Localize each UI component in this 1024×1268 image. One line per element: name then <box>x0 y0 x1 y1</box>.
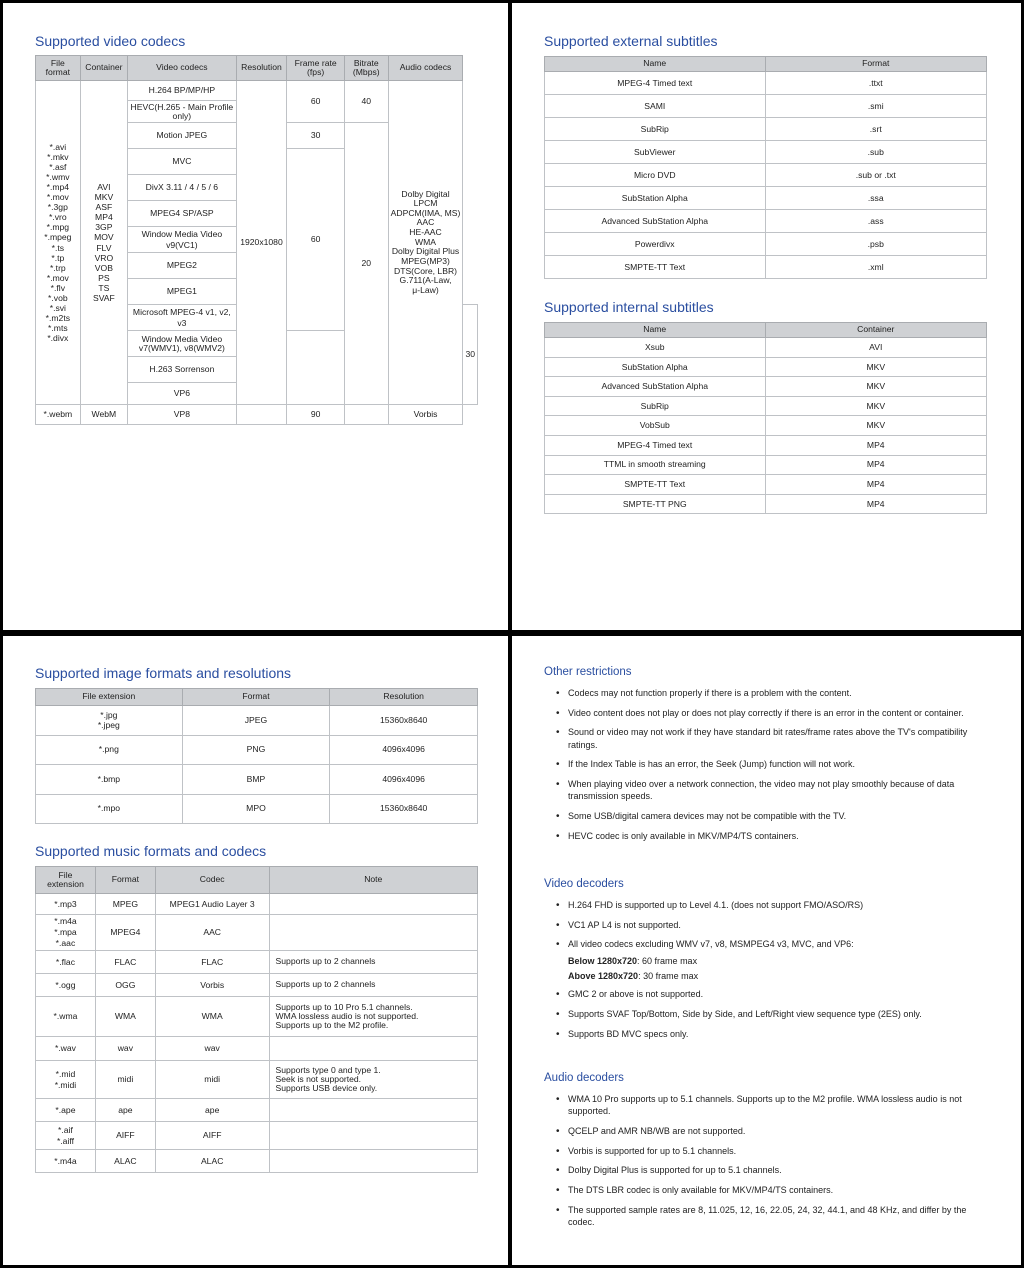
file-extension-cell: *.ape <box>36 1099 96 1122</box>
video-codec-cell: MVC <box>128 149 237 175</box>
file-extension-cell: *.aif *.aiff <box>36 1122 96 1150</box>
video-fps-cell: 30 <box>287 123 345 149</box>
webm-codec-cell: VP8 <box>128 405 237 425</box>
format-cell: JPEG <box>182 706 330 736</box>
codec-cell: MPEG1 Audio Layer 3 <box>155 894 269 915</box>
music-formats-table <box>35 866 478 1173</box>
music-header-file-extension: File extension <box>36 867 96 894</box>
table-row <box>36 1037 478 1061</box>
container-cell: MP4 <box>765 494 987 514</box>
table-row <box>545 233 987 256</box>
page-restrictions <box>512 636 1021 1265</box>
note-cell <box>269 1037 477 1061</box>
container-cell: AVI <box>765 338 987 358</box>
video-codec-cell: MPEG4 SP/ASP <box>128 201 237 227</box>
image-header-file-extension: File extension <box>36 689 183 706</box>
below-720-label: Below 1280x720 <box>568 956 638 967</box>
file-extension-cell: *.wma <box>36 997 96 1037</box>
video-fps-cell: 30 <box>463 305 478 405</box>
container-cell: MKV <box>765 377 987 397</box>
table-row <box>545 187 987 210</box>
ext-header-format: Format <box>765 57 986 72</box>
image-formats-table <box>35 688 478 824</box>
format-cell: .sub or .txt <box>765 164 986 187</box>
codec-cell: AAC <box>155 915 269 951</box>
container-cell: MKV <box>765 357 987 377</box>
table-row <box>545 377 987 397</box>
webm-resolution-cell <box>236 405 287 425</box>
video-decoders-list <box>554 899 984 951</box>
format-cell: MPEG4 <box>95 915 155 951</box>
name-cell: MPEG-4 Timed text <box>545 435 766 455</box>
name-cell: Xsub <box>545 338 766 358</box>
file-extension-cell: *.mpo <box>36 794 183 824</box>
container-cell: MKV <box>765 416 987 436</box>
table-row <box>545 475 987 495</box>
name-cell: TTML in smooth streaming <box>545 455 766 475</box>
webm-format-cell: *.webm <box>36 405 81 425</box>
image-header-resolution: Resolution <box>330 689 478 706</box>
container-cell: MP4 <box>765 455 987 475</box>
page-image-music <box>3 636 508 1265</box>
resolution-cell: 15360x8640 <box>330 794 478 824</box>
table-row <box>545 396 987 416</box>
name-cell: SMPTE-TT Text <box>545 256 766 279</box>
container-cell: MKV <box>765 396 987 416</box>
music-formats-title: Supported music formats and codecs <box>35 843 267 859</box>
video-fps-cell: 60 <box>287 81 345 123</box>
ext-header-name: Name <box>545 57 766 72</box>
codec-cell: AIFF <box>155 1122 269 1150</box>
container-cell: MP4 <box>765 435 987 455</box>
table-row <box>36 735 478 765</box>
video-codec-cell: Window Media Video v9(VC1) <box>128 227 237 253</box>
image-formats-title: Supported image formats and resolutions <box>35 665 292 681</box>
file-extension-cell: *.jpg *.jpeg <box>36 706 183 736</box>
video-header-container: Container <box>80 56 127 81</box>
video-decoders-title: Video decoders <box>544 878 624 890</box>
video-resolution-cell: 1920x1080 <box>236 81 287 405</box>
image-header-format: Format <box>182 689 330 706</box>
page-video-codecs <box>3 3 508 630</box>
above-720-value: : 30 frame max <box>638 971 699 982</box>
name-cell: SubStation Alpha <box>545 357 766 377</box>
list-item: • GMC 2 or above is not supported. <box>554 988 984 1000</box>
audio-decoders-list <box>554 1093 984 1236</box>
table-row <box>36 405 478 425</box>
format-cell: AIFF <box>95 1122 155 1150</box>
list-item: • WMA 10 Pro supports up to 5.1 channels. Supports up to the M2 profile. WMA lossless audio is not supported. <box>554 1093 984 1117</box>
codec-cell: FLAC <box>155 951 269 974</box>
video-codec-cell: VP6 <box>128 383 237 405</box>
table-row <box>36 1061 478 1099</box>
int-header-name: Name <box>545 323 766 338</box>
ext-header-row <box>545 57 987 72</box>
table-row <box>36 1099 478 1122</box>
container-cell: MP4 <box>765 475 987 495</box>
video-audio-codecs-cell: Dolby Digital LPCM ADPCM(IMA, MS) AAC HE-AAC WMA Dolby Digital Plus MPEG(MP3) DTS(Core, LBR) G.711(A-Law, μ-Law) <box>388 81 463 405</box>
list-item: • Supports SVAF Top/Bottom, Side by Side, and Left/Right view sequence type (2ES) only. <box>554 1008 984 1020</box>
image-header-row <box>36 689 478 706</box>
internal-subtitles-title: Supported internal subtitles <box>544 299 714 315</box>
table-row <box>36 894 478 915</box>
list-item: • If the Index Table is has an error, the Seek (Jump) function will not work. <box>554 758 984 770</box>
name-cell: VobSub <box>545 416 766 436</box>
music-header-format: Format <box>95 867 155 894</box>
file-extension-cell: *.png <box>36 735 183 765</box>
list-item: • Some USB/digital camera devices may not be compatible with the TV. <box>554 810 984 822</box>
video-codec-cell: Microsoft MPEG-4 v1, v2, v3 <box>128 305 237 331</box>
table-row <box>545 338 987 358</box>
video-header-resolution: Resolution <box>236 56 287 81</box>
video-header-frame-rate: Frame rate (fps) <box>287 56 345 81</box>
video-header-row <box>36 56 478 81</box>
name-cell: Advanced SubStation Alpha <box>545 377 766 397</box>
list-item: • Codecs may not function properly if there is a problem with the content. <box>554 687 984 699</box>
video-bitrate-cell: 20 <box>344 123 388 405</box>
format-cell: .psb <box>765 233 986 256</box>
format-cell: ALAC <box>95 1150 155 1173</box>
table-row <box>545 210 987 233</box>
table-row <box>545 256 987 279</box>
video-codec-cell: DivX 3.11 / 4 / 5 / 6 <box>128 175 237 201</box>
page-subtitles <box>512 3 1021 630</box>
name-cell: MPEG-4 Timed text <box>545 72 766 95</box>
codec-cell: WMA <box>155 997 269 1037</box>
list-item: • The supported sample rates are 8, 11.025, 12, 16, 22.05, 24, 32, 44.1, and 48 KHz, and differ by the codec. <box>554 1204 984 1228</box>
table-row <box>36 1150 478 1173</box>
table-row <box>36 951 478 974</box>
name-cell: SubStation Alpha <box>545 187 766 210</box>
name-cell: Powerdivx <box>545 233 766 256</box>
codec-cell: ALAC <box>155 1150 269 1173</box>
name-cell: Advanced SubStation Alpha <box>545 210 766 233</box>
list-item: • Sound or video may not work if they have standard bit rates/frame rates above the TV's compatibility ratings. <box>554 726 984 750</box>
format-cell: .srt <box>765 118 986 141</box>
other-restrictions-title: Other restrictions <box>544 666 632 678</box>
video-fps-cell: 60 <box>287 149 345 331</box>
video-header-bitrate: Bitrate (Mbps) <box>344 56 388 81</box>
int-header-container: Container <box>765 323 987 338</box>
file-extension-cell: *.bmp <box>36 765 183 795</box>
note-cell <box>269 894 477 915</box>
external-subtitles-table <box>544 56 987 279</box>
webm-bitrate-cell <box>344 405 388 425</box>
video-file-formats-cell: *.avi *.mkv *.asf *.wmv *.mp4 *.mov *.3gp *.vro *.mpg *.mpeg *.ts *.tp *.trp *.mov *.flv *.vob *.svi *.m2ts *.mts *.divx <box>36 81 81 405</box>
list-item: • Dolby Digital Plus is supported for up to 5.1 channels. <box>554 1164 984 1176</box>
codec-cell: Vorbis <box>155 974 269 997</box>
video-codec-cell: MPEG2 <box>128 253 237 279</box>
below-720-value: : 60 frame max <box>637 956 698 967</box>
video-codec-cell: MPEG1 <box>128 279 237 305</box>
format-cell: BMP <box>182 765 330 795</box>
table-row <box>545 164 987 187</box>
webm-container-cell: WebM <box>80 405 127 425</box>
table-row <box>545 95 987 118</box>
list-item: • H.264 FHD is supported up to Level 4.1. (does not support FMO/ASO/RS) <box>554 899 984 911</box>
name-cell: SubRip <box>545 396 766 416</box>
file-extension-cell: *.wav <box>36 1037 96 1061</box>
note-cell <box>269 915 477 951</box>
format-cell: .sub <box>765 141 986 164</box>
codec-cell: midi <box>155 1061 269 1099</box>
file-extension-cell: *.flac <box>36 951 96 974</box>
below-720-note <box>568 955 984 967</box>
table-row <box>36 706 478 736</box>
list-item: • Supports BD MVC specs only. <box>554 1028 984 1040</box>
list-item: • All video codecs excluding WMV v7, v8, MSMPEG4 v3, MVC, and VP6: <box>554 938 984 950</box>
table-row <box>36 81 478 101</box>
list-item: • Video content does not play or does not play correctly if there is an error in the content or container. <box>554 707 984 719</box>
table-row <box>545 494 987 514</box>
format-cell: WMA <box>95 997 155 1037</box>
list-item: • QCELP and AMR NB/WB are not supported. <box>554 1125 984 1137</box>
video-decoders-section <box>554 899 984 1048</box>
list-item: • When playing video over a network connection, the video may not play smoothly because of data transmission speeds. <box>554 778 984 802</box>
table-row <box>545 416 987 436</box>
file-extension-cell: *.mp3 <box>36 894 96 915</box>
video-codecs-table <box>35 55 478 425</box>
video-header-file-format: File format <box>36 56 81 81</box>
note-cell <box>269 1122 477 1150</box>
table-row <box>545 118 987 141</box>
format-cell: wav <box>95 1037 155 1061</box>
resolution-cell: 4096x4096 <box>330 735 478 765</box>
table-row <box>36 997 478 1037</box>
video-codec-cell: HEVC(H.265 - Main Profile only) <box>128 101 237 123</box>
note-cell <box>269 1150 477 1173</box>
table-row <box>545 357 987 377</box>
video-codecs-title: Supported video codecs <box>35 33 186 49</box>
format-cell: .ttxt <box>765 72 986 95</box>
codec-cell: ape <box>155 1099 269 1122</box>
name-cell: SubRip <box>545 118 766 141</box>
video-bitrate-cell: 40 <box>344 81 388 123</box>
format-cell: MPEG <box>95 894 155 915</box>
note-cell: Supports up to 2 channels <box>269 974 477 997</box>
codec-cell: wav <box>155 1037 269 1061</box>
music-header-codec: Codec <box>155 867 269 894</box>
format-cell: midi <box>95 1061 155 1099</box>
int-header-row <box>545 323 987 338</box>
webm-audio-cell: Vorbis <box>388 405 463 425</box>
video-containers-cell: AVI MKV ASF MP4 3GP MOV FLV VRO VOB PS TS SVAF <box>80 81 127 405</box>
name-cell: Micro DVD <box>545 164 766 187</box>
audio-decoders-title: Audio decoders <box>544 1072 624 1084</box>
name-cell: SAMI <box>545 95 766 118</box>
above-720-label: Above 1280x720 <box>568 971 639 982</box>
video-header-audio-codecs: Audio codecs <box>388 56 463 81</box>
file-extension-cell: *.m4a *.mpa *.aac <box>36 915 96 951</box>
file-extension-cell: *.ogg <box>36 974 96 997</box>
video-codec-cell: H.263 Sorrenson <box>128 357 237 383</box>
music-header-row <box>36 867 478 894</box>
format-cell: .xml <box>765 256 986 279</box>
table-row <box>36 974 478 997</box>
table-row <box>545 455 987 475</box>
webm-fps-cell: 90 <box>287 405 345 425</box>
video-codec-cell: Window Media Video v7(WMV1), v8(WMV2) <box>128 331 237 357</box>
format-cell: OGG <box>95 974 155 997</box>
resolution-cell: 4096x4096 <box>330 765 478 795</box>
external-subtitles-title: Supported external subtitles <box>544 33 718 49</box>
note-cell <box>269 1099 477 1122</box>
table-row <box>36 794 478 824</box>
music-header-note: Note <box>269 867 477 894</box>
name-cell: SMPTE-TT Text <box>545 475 766 495</box>
above-720-note <box>568 970 984 982</box>
file-extension-cell: *.mid *.midi <box>36 1061 96 1099</box>
resolution-cell: 15360x8640 <box>330 706 478 736</box>
note-cell: Supports up to 10 Pro 5.1 channels. WMA lossless audio is not supported. Supports up to the M2 profile. <box>269 997 477 1037</box>
video-decoders-list-continued <box>554 988 984 1040</box>
name-cell: SubViewer <box>545 141 766 164</box>
name-cell: SMPTE-TT PNG <box>545 494 766 514</box>
format-cell: FLAC <box>95 951 155 974</box>
internal-subtitles-table <box>544 322 987 514</box>
format-cell: .smi <box>765 95 986 118</box>
format-cell: .ssa <box>765 187 986 210</box>
video-header-video-codecs: Video codecs <box>128 56 237 81</box>
format-cell: MPO <box>182 794 330 824</box>
table-row <box>545 141 987 164</box>
file-extension-cell: *.m4a <box>36 1150 96 1173</box>
table-row <box>36 1122 478 1150</box>
list-item: • Vorbis is supported for up to 5.1 channels. <box>554 1145 984 1157</box>
other-restrictions-list <box>554 687 984 849</box>
table-row <box>36 765 478 795</box>
list-item: • The DTS LBR codec is only available for MKV/MP4/TS containers. <box>554 1184 984 1196</box>
format-cell: PNG <box>182 735 330 765</box>
format-cell: ape <box>95 1099 155 1122</box>
video-codec-cell: Motion JPEG <box>128 123 237 149</box>
note-cell: Supports up to 2 channels <box>269 951 477 974</box>
video-codec-cell: H.264 BP/MP/HP <box>128 81 237 101</box>
table-row <box>36 915 478 951</box>
table-row <box>545 72 987 95</box>
list-item: • HEVC codec is only available in MKV/MP4/TS containers. <box>554 830 984 842</box>
note-cell: Supports type 0 and type 1. Seek is not supported. Supports USB device only. <box>269 1061 477 1099</box>
format-cell: .ass <box>765 210 986 233</box>
list-item: • VC1 AP L4 is not supported. <box>554 919 984 931</box>
table-row <box>545 435 987 455</box>
